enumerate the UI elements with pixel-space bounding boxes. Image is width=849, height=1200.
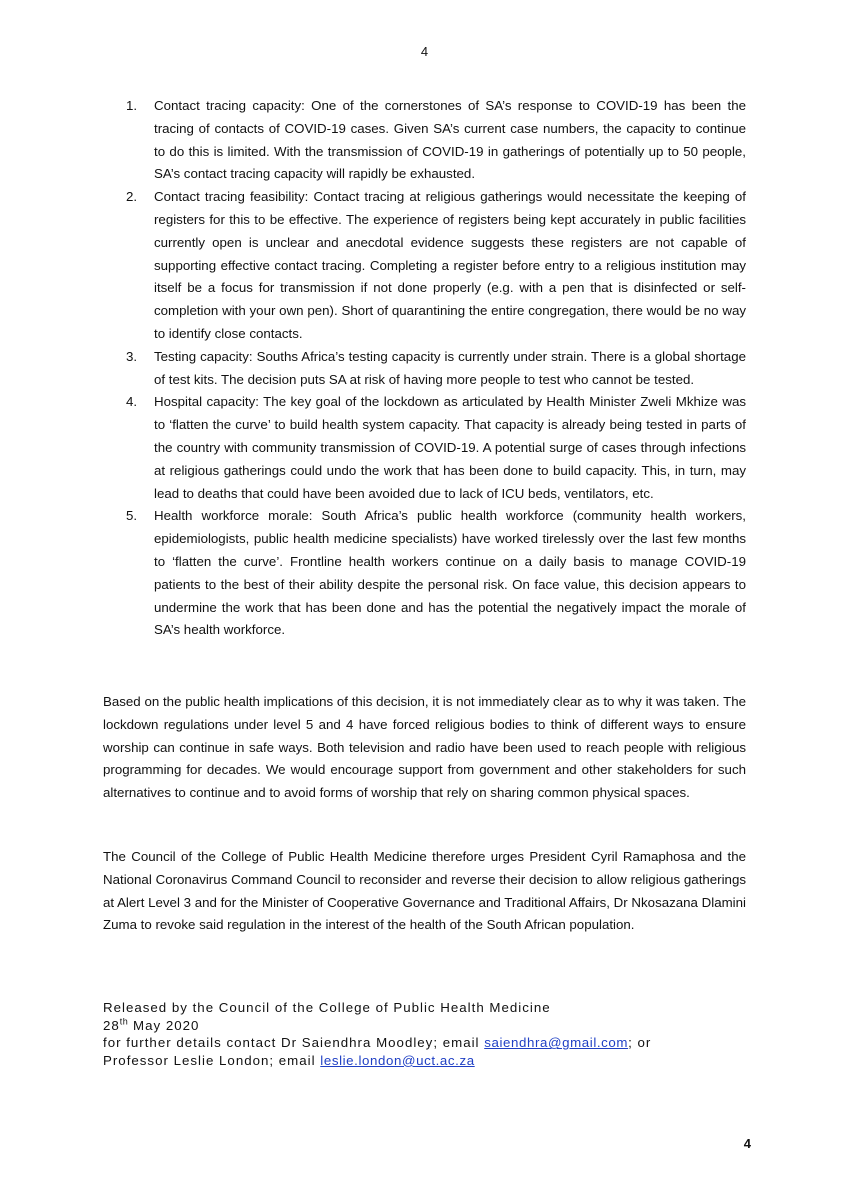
list-item — [126, 505, 746, 642]
list-item — [126, 95, 746, 186]
list-item — [126, 346, 746, 392]
release-line: Released by the Council of the College of Public Health Medicine — [103, 1000, 551, 1015]
page-number-bottom: 4 — [743, 1136, 751, 1151]
release-date-rest: May 2020 — [128, 1017, 200, 1033]
paragraph-appeal: The Council of the College of Public Health Medicine therefore urges President Cyril Ramaphosa and the National Coronavirus Command Council to reconsider and reverse their decision to allow religious gatherings at Alert Level 3 and for the Minister of Cooperative Governance and Traditional Affairs, Dr Nkosazana Dlamini Zuma to revoke said regulation in the interest of the health of the South African population. — [103, 849, 746, 933]
list-item-text: Contact tracing feasibility: Contact tracing at religious gatherings would necessitate the keeping of registers for this to be effective. The experience of registers being kept accurately in public facilities currently open is unclear and anecdotal evidence suggests these registers are not capable of supporting effective contact tracing. Completing a register before entry to a religious institution may itself be a focus for transmission if not done properly (e.g. with a pen that is disinfected or self-completion with your own pen). Short of quarantining the entire congregation, there would be no way to identify close contacts. — [154, 189, 746, 341]
list-item-text: Testing capacity: Souths Africa’s testing capacity is currently under strain. There is a global shortage of test kits. The decision puts SA at risk of having more people to test who cannot be tested. — [154, 348, 746, 387]
contact-line-1 — [103, 1034, 763, 1052]
release-date-suffix: th — [119, 1016, 129, 1027]
list-item — [126, 186, 746, 346]
contact-line2-text: Professor Leslie London; email — [103, 1052, 321, 1068]
list-item-number: 1. — [126, 98, 138, 113]
implications-list — [126, 95, 746, 642]
list-item-text: Health workforce morale: South Africa’s public health workforce (community health workers, epidemiologists, public health medicine specialists) have worked tirelessly over the last few months to ‘flatten the curve’. Frontline health workers continue on a daily basis to manage COVID-19 patients to the best of their ability despite the personal risk. On face value, this decision appears to undermine the work that has been done and has the potential the negatively impact the morale of SA’s health workforce. — [154, 508, 746, 638]
list-item-text: Contact tracing capacity: One of the cornerstones of SA’s response to COVID-19 has been the tracing of contacts of COVID-19 cases. Given SA’s current case numbers, the capacity to continue to do this is limited. With the transmission of COVID-19 in gatherings of potentially up to 50 people, SA’s contact tracing capacity will rapidly be exhausted. — [154, 98, 746, 182]
list-item-number: 3. — [126, 348, 138, 364]
list-item — [126, 391, 746, 505]
contact-prefix: for further details contact Dr Saiendhra Moodley; email — [103, 1035, 485, 1051]
page-number-top: 4 — [420, 44, 429, 59]
contact-line-2 — [103, 1052, 763, 1070]
list-item-text: Hospital capacity: The key goal of the lockdown as articulated by Health Minister Zweli Mkhize was to ‘flatten the curve’ to build health system capacity. That capacity is already being tested in parts of the country with community transmission of COVID-19. A potential surge of cases through infections at religious gatherings could undo the work that has been done to build capacity. This, in turn, may lead to deaths that could have been avoided due to lack of ICU beds, ventilators, etc. — [154, 394, 746, 501]
list-item-number: 5. — [126, 508, 138, 524]
contact-mid: ; or — [628, 1035, 652, 1051]
release-date — [103, 1017, 763, 1035]
list-item-number: 4. — [126, 394, 138, 410]
release-statement — [103, 999, 763, 1069]
list-item-number: 2. — [126, 189, 138, 205]
paragraph-implications: Based on the public health implications of this decision, it is not immediately clear as to why it was taken. The lockdown regulations under level 5 and 4 have forced religious bodies to think of different ways to ensure worship can continue in safe ways. Both television and radio have been used to reach people with religious programming for decades. We would encourage support from government and other stakeholders for such alternatives to continue and to avoid forms of worship that rely on sharing common physical spaces. — [103, 694, 746, 801]
release-date-day: 28 — [103, 1017, 120, 1033]
email-link-london[interactable]: leslie.london@uct.ac.za — [320, 1052, 475, 1068]
email-link-moodley[interactable]: saiendhra@gmail.com — [484, 1035, 629, 1051]
